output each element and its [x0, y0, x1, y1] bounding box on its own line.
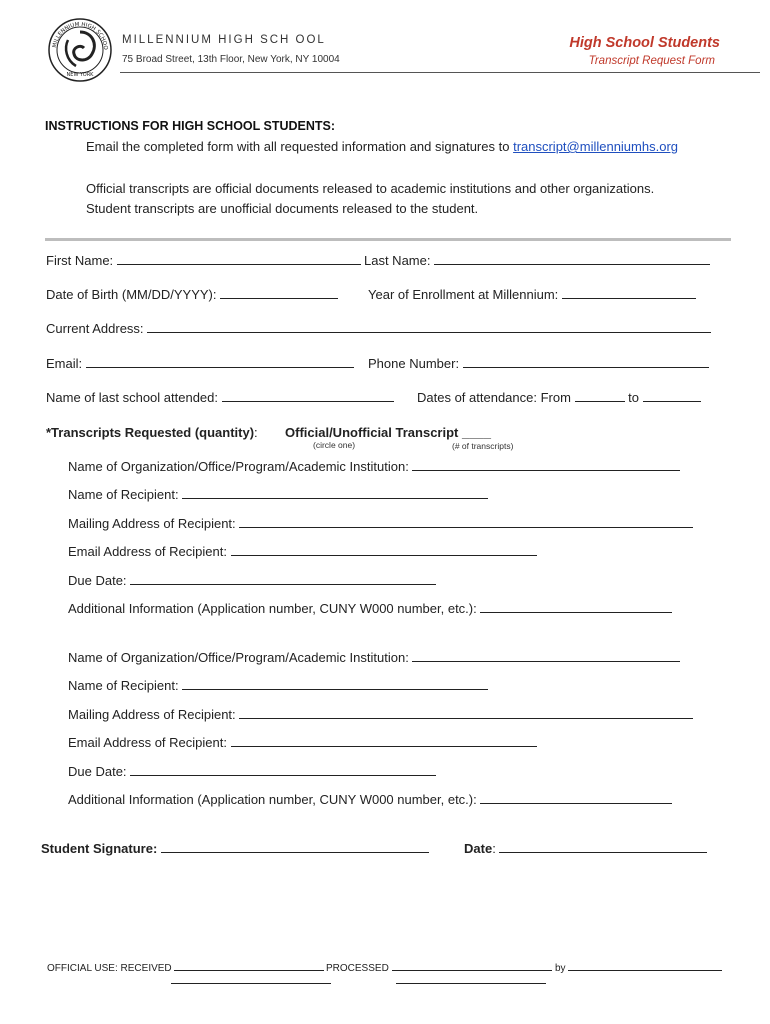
student-signature-label: Student Signature:	[41, 841, 158, 856]
recipient-org-label: Name of Organization/Office/Program/Academic Institution:	[68, 650, 409, 665]
recipient-2-due-field[interactable]	[68, 764, 436, 779]
official-by-line	[568, 962, 722, 971]
instructions-official-line: Official transcripts are official documents released to academic institutions and other organizations.	[86, 181, 655, 196]
logo-name-text: MILLENNIUM HIGH SCHOO	[52, 21, 109, 51]
recipient-name-line[interactable]	[182, 678, 488, 690]
recipient-due-label: Due Date:	[68, 573, 127, 588]
transcript-email-link[interactable]: transcript@millenniumhs.org	[513, 139, 678, 154]
recipient-1-due-field[interactable]	[68, 573, 436, 588]
recipient-additional-label: Additional Information (Application number, CUNY W000 number, etc.):	[68, 792, 477, 807]
official-use-received	[47, 962, 324, 974]
recipient-mailing-label: Mailing Address of Recipient:	[68, 707, 236, 722]
instructions-student-line: Student transcripts are unofficial documents released to the student.	[86, 201, 479, 216]
recipient-additional-line[interactable]	[480, 601, 672, 613]
last-name-label: Last Name:	[364, 253, 431, 268]
recipient-mailing-line[interactable]	[239, 707, 693, 719]
recipient-1-name-field[interactable]	[68, 487, 488, 502]
logo-city-text: NEW YORK	[66, 72, 94, 78]
phone-field[interactable]	[368, 356, 709, 371]
recipient-email-label: Email Address of Recipient:	[68, 544, 227, 559]
official-use-processed	[326, 962, 552, 974]
enrollment-year-line[interactable]	[562, 287, 696, 299]
first-name-field[interactable]	[46, 253, 361, 268]
school-address: 75 Broad Street, 13th Floor, New York, NY 10004	[122, 54, 340, 65]
phone-label: Phone Number:	[368, 356, 460, 371]
recipient-additional-line[interactable]	[480, 792, 672, 804]
recipient-1-email-field[interactable]	[68, 544, 537, 559]
signature-date-line[interactable]	[499, 841, 707, 853]
signature-date-field[interactable]: Date:	[464, 841, 707, 856]
official-received-underline	[171, 983, 331, 984]
attendance-from-line[interactable]	[575, 390, 625, 402]
student-signature-line[interactable]	[161, 841, 429, 853]
last-name-field[interactable]	[364, 253, 710, 268]
phone-line[interactable]	[463, 356, 709, 368]
official-processed-underline	[396, 983, 546, 984]
email-line[interactable]	[86, 356, 354, 368]
official-processed-line	[392, 962, 552, 971]
recipient-due-label: Due Date:	[68, 764, 127, 779]
recipient-2-name-field[interactable]	[68, 678, 488, 693]
transcript-type[interactable]	[285, 425, 491, 440]
recipient-org-line[interactable]	[412, 650, 680, 662]
recipient-2-mailing-field[interactable]	[68, 707, 693, 722]
transcript-quantity-blank[interactable]: ____	[462, 425, 491, 440]
circle-one-note: (circle one)	[313, 440, 356, 450]
official-processed-label: PROCESSED	[326, 963, 389, 974]
official-use-by	[555, 962, 722, 974]
email-label: Email:	[46, 356, 83, 371]
last-school-label: Name of last school attended:	[46, 390, 218, 405]
form-subtitle: Transcript Request Form	[588, 55, 715, 67]
official-by-label: by	[555, 963, 566, 974]
recipient-1-org-field[interactable]	[68, 459, 680, 474]
official-received-line	[174, 962, 324, 971]
num-transcripts-note: (# of transcripts)	[452, 441, 514, 451]
school-name: MILLENNIUM HIGH SCH OOL	[122, 34, 326, 46]
recipient-due-line[interactable]	[130, 573, 436, 585]
first-name-line[interactable]	[117, 253, 361, 265]
recipient-2-org-field[interactable]	[68, 650, 680, 665]
school-logo	[48, 18, 112, 82]
recipient-1-mailing-field[interactable]	[68, 516, 693, 531]
recipient-mailing-label: Mailing Address of Recipient:	[68, 516, 236, 531]
attendance-to-line[interactable]	[643, 390, 701, 402]
email-field[interactable]	[46, 356, 354, 371]
dob-label: Date of Birth (MM/DD/YYYY):	[46, 287, 217, 302]
recipient-2-additional-field[interactable]	[68, 792, 672, 807]
transcripts-requested: *Transcripts Requested (quantity):	[46, 425, 258, 440]
enrollment-year-field[interactable]	[368, 287, 696, 302]
recipient-org-line[interactable]	[412, 459, 680, 471]
dob-line[interactable]	[220, 287, 338, 299]
attendance-dates-field[interactable]	[417, 390, 701, 405]
recipient-2-email-field[interactable]	[68, 735, 537, 750]
first-name-label: First Name:	[46, 253, 114, 268]
official-received-label: OFFICIAL USE: RECEIVED	[47, 963, 172, 974]
last-school-field[interactable]	[46, 390, 394, 405]
current-address-field[interactable]	[46, 321, 711, 336]
header-divider	[120, 72, 760, 73]
attendance-to-label: to	[628, 390, 640, 405]
email-instruction-text: Email the completed form with all requested information and signatures to	[86, 139, 510, 154]
recipient-1-additional-field[interactable]	[68, 601, 672, 616]
transcripts-requested-label: *Transcripts Requested (quantity)	[46, 425, 255, 440]
student-signature-field[interactable]	[41, 841, 429, 856]
current-address-label: Current Address:	[46, 321, 144, 336]
recipient-name-label: Name of Recipient:	[68, 678, 179, 693]
recipient-additional-label: Additional Information (Application number, CUNY W000 number, etc.):	[68, 601, 477, 616]
last-school-line[interactable]	[222, 390, 394, 402]
recipient-email-line[interactable]	[231, 735, 537, 747]
current-address-line[interactable]	[147, 321, 711, 333]
enrollment-year-label: Year of Enrollment at Millennium:	[368, 287, 559, 302]
transcript-type-label[interactable]: Official/Unofficial Transcript	[285, 425, 459, 440]
recipient-name-label: Name of Recipient:	[68, 487, 179, 502]
recipient-due-line[interactable]	[130, 764, 436, 776]
dob-field[interactable]	[46, 287, 338, 302]
recipient-name-line[interactable]	[182, 487, 488, 499]
recipient-mailing-line[interactable]	[239, 516, 693, 528]
section-divider	[45, 238, 731, 241]
recipient-email-label: Email Address of Recipient:	[68, 735, 227, 750]
attendance-from-label: Dates of attendance: From	[417, 390, 571, 405]
last-name-line[interactable]	[434, 253, 710, 265]
form-title: High School Students	[569, 35, 720, 51]
signature-date-label: Date	[464, 841, 493, 856]
recipient-email-line[interactable]	[231, 544, 537, 556]
recipient-org-label: Name of Organization/Office/Program/Academic Institution:	[68, 459, 409, 474]
instructions-email-line	[86, 139, 678, 154]
instructions-heading: INSTRUCTIONS FOR HIGH SCHOOL STUDENTS:	[45, 119, 336, 133]
